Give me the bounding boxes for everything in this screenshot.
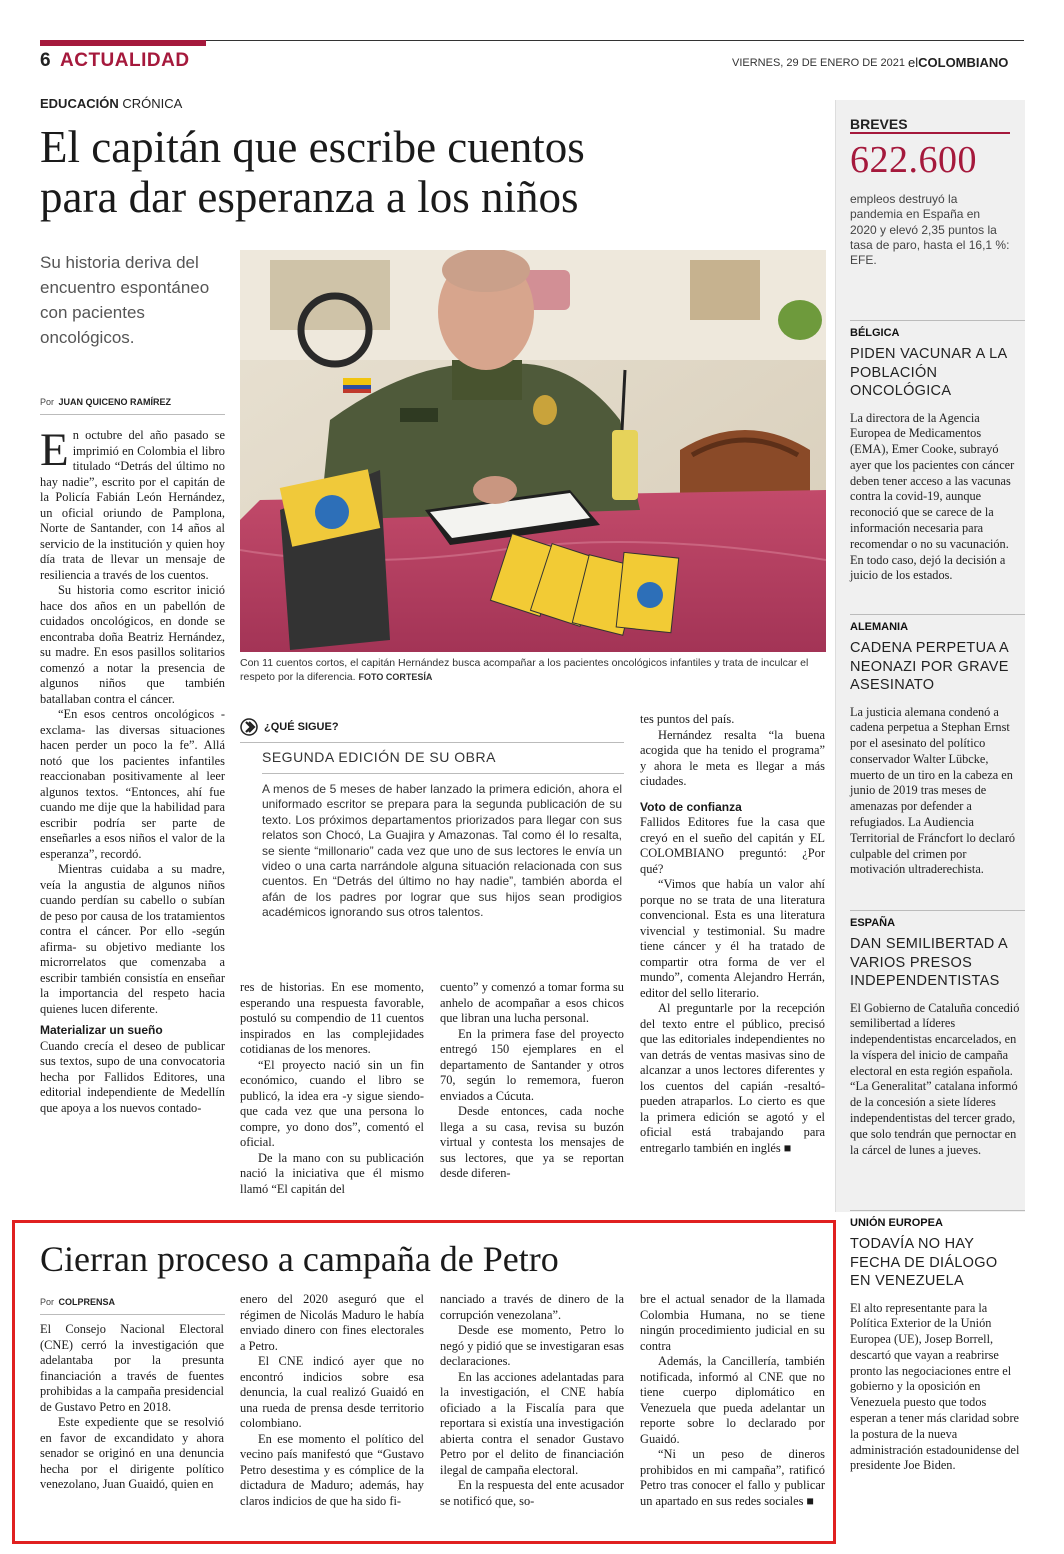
paragraph: “En esos centros oncológicos -exclama- las diversas situaciones hacen perder un poco la fe”. Allá notó que los pacientes infantiles reaccionaban positivamente al leer algunos textos. “Entonces, ahí fue cuando me dije que la habilidad para escribir podría ser parte de enseñarles a esos niños el valor de la esperanza”, recordó. <box>40 707 225 861</box>
article2-column-2 <box>240 1292 424 1509</box>
caption-text: Con 11 cuentos cortos, el capitán Hernández busca acompañar a los pacientes oncológicos infantiles y trata de inculcar el respeto por la diferencia. <box>240 657 809 683</box>
brand-logo <box>908 55 1008 70</box>
paragraph: Al preguntarle por la recepción del texto entre el público, precisó que las editoriales independientes no van detrás de ventas masivas sino de alcanzar a unos lectores diferentes y los cuentos del capián -resaltó- pueden atraparlos. Lo cierto es que la primera edición se agotó y el oficial está trabajando para entregarlo también en inglés ■ <box>640 1001 825 1155</box>
brief-headline: DAN SEMILIBERTAD A VARIOS PRESOS INDEPENDENTISTAS <box>850 936 1008 989</box>
que-sigue-title: SEGUNDA EDICIÓN DE SU OBRA <box>262 749 496 765</box>
kicker-section: EDUCACIÓN <box>40 96 119 111</box>
subheading: Voto de confianza <box>640 799 742 814</box>
photo-credit: FOTO CORTESÍA <box>358 672 433 682</box>
section-accent-bar <box>40 40 206 46</box>
paragraph: nanciado a través de dinero de la corrupción venezolana”. <box>440 1292 624 1322</box>
byline-name: JUAN QUICENO RAMÍREZ <box>58 397 171 407</box>
paragraph: Este expediente que se resolvió en favor de excandidato y ahora senador se originó en una denuncia hecha por el dirigente político venezolano, Juan Guaidó, quien en <box>40 1415 224 1491</box>
article2-byline <box>40 1292 225 1315</box>
brief-headline: CADENA PERPETUA A NEONAZI POR GRAVE ASESINATO <box>850 640 1009 693</box>
que-sigue-header <box>240 718 624 736</box>
paragraph: “El proyecto nació sin un fin económico, cuando el libro se publicó, la idea era -y sigue siendo- que cada vez que una persona lo compre, yo dono dos”, comentó el oficial. <box>240 1057 424 1149</box>
article2-column-3 <box>440 1292 624 1509</box>
breves-big-number: 622.600 <box>850 139 977 181</box>
byline-rule <box>40 414 225 415</box>
brief-country: ALEMANIA <box>850 621 909 633</box>
que-sigue-label: ¿QUÉ SIGUE? <box>264 721 339 733</box>
article2-headline: Cierran proceso a campaña de Petro <box>40 1239 559 1279</box>
paragraph: Su historia como escritor inició hace dos años en un pabellón de cuidados oncológicos, en donde se encontraba doña Beatriz Hernández, su madre. En esos pasillos solitarios comenzó a notar la presencia de algunos niños que también batallaban contra el cáncer. <box>40 583 225 706</box>
article-column-4 <box>640 712 825 1156</box>
headline-line-2: para dar esperanza a los niños <box>40 172 579 222</box>
paragraph-text: n octubre del año pasado se imprimió en Colombia el libro titulado “Detrás del último no hay nadie”, escrito por el capitán de la Policía Fabián León Hernández, un oficial oriundo de Pamplona, Norte de Santander, con 14 años al servicio de la institución y quien hoy día trata de llevar un mensaje de resiliencia a través de los cuentos. <box>40 428 225 582</box>
brief-rule <box>850 614 1025 615</box>
brief-country: BÉLGICA <box>850 327 900 339</box>
paragraph: “Vimos que había un valor ahí porque no se trata de una literatura convencional. Esta es una literatura vivencial y testimonial. Su madre tiene cáncer y él ha tratado de compartir otra forma de ver el mundo”, comenta Alejandro Herrán, editor del sello literario. <box>640 877 825 1000</box>
paragraph: El CNE indicó ayer que no encontró indicios sobre esa denuncia, la cual realizó Guaidó en una rueda de prensa desde territorio colombiano. <box>240 1354 424 1430</box>
paragraph: Mientras cuidaba a su madre, veía la angustia de algunos niños cuando perdían su cabello o subían de peso por causa de los tratamientos contra el cáncer. Por ello -según afirma- su objetivo mediante los microrrelatos que comenzaba a escribir también consistía en enseñar la importancia del respeto hacia quienes lucen diferente. <box>40 862 225 1016</box>
paragraph: En la respuesta del ente acusador se notificó que, so- <box>440 1478 624 1508</box>
article-headline <box>40 122 780 222</box>
breves-title: BREVES <box>850 116 908 132</box>
paragraph: En la primera fase del proyecto entregó 150 ejemplares en el departamento de Santander y otros 70, según lo rememora, fueron enviados a Cúcuta. <box>440 1026 624 1103</box>
drop-cap: E <box>40 424 69 476</box>
captain-photo-illustration <box>240 250 826 652</box>
brief-country: ESPAÑA <box>850 917 896 929</box>
brief-item-espana <box>850 910 1022 1158</box>
article2-column-4 <box>640 1292 825 1509</box>
paragraph: tes puntos del país. <box>640 712 735 726</box>
brief-item-alemania <box>850 614 1022 878</box>
paragraph: El Consejo Nacional Electoral (CNE) cerró la investigación que adelantaba por la presunta financiación a través de fuentes prohibidas a la campaña presidencial de Gustavo Petro en 2018. <box>40 1322 224 1414</box>
photo-caption <box>240 656 826 684</box>
byline-prefix: Por <box>40 1297 55 1307</box>
paragraph <box>40 424 225 583</box>
breves-accent-bar <box>850 132 1010 134</box>
paragraph: Desde ese momento, Petro lo negó y pidió que se investigaran esas declaraciones. <box>440 1323 624 1368</box>
forward-arrow-icon <box>240 718 258 736</box>
brief-headline: TODAVÍA NO HAY FECHA DE DIÁLOGO EN VENEZUELA <box>850 1236 998 1289</box>
paragraph: “Ni un peso de dineros prohibidos en mi campaña”, ratificó Petro tras conocer el fallo y publicar un apartado en sus redes sociales ■ <box>640 1447 825 1508</box>
headline-line-1: El capitán que escribe cuentos <box>40 122 585 172</box>
brief-body: La directora de la Agencia Europea de Medicamentos (EMA), Emer Cooke, subrayó ayer que los pacientes con cáncer deben tener acceso a las vacunas contra la covid-19, aunque reconoció que se carece de la información necesaria para recomendar o no su vacunación. En todo caso, dejó la decisión a juicio de los estados. <box>850 410 1015 583</box>
byline-prefix: Por <box>40 397 55 407</box>
paragraph: Fallidos Editores fue la casa que creyó en el sueño del capitán y EL COLOMBIANO preguntó: ¿Por qué? <box>640 815 825 876</box>
issue-date: VIERNES, 29 DE ENERO DE 2021 <box>732 57 906 69</box>
subheading: Materializar un sueño <box>40 1023 163 1037</box>
article2-column-1 <box>40 1322 224 1493</box>
paragraph: En las acciones adelantadas para la investigación, el CNE había oficiado a la Fiscalía para que reportara si existía una investigación abierta contra el senador Gustavo Petro por el delito de financiación ilegal de campaña electoral. <box>440 1369 624 1477</box>
brief-rule <box>850 320 1025 321</box>
brand-prefix: el <box>908 55 919 70</box>
byline-name: COLPRENSA <box>58 1297 115 1307</box>
que-sigue-body: A menos de 5 meses de haber lanzado la primera edición, ahora el uniformado escritor se prepara para la segunda publicación de su texto. Los próximos departamentos priorizados para llegar con sus relatos son Chocó, La Guajira y Amazonas. Tal como él lo resalta, se siente “millonario” cada vez que uno de sus lectores le envía un video o una carta narrándole alguna situación relacionada con sus cuentos. En “Detrás del último no hay nadie”, también aborda el afán de los padres por lograr que sus hijos sean prodigios académicos ignorando sus otros talentos. <box>262 782 622 920</box>
paragraph: enero del 2020 aseguró que el régimen de Nicolás Maduro le había enviado dinero con fines electorales a Petro. <box>240 1292 424 1353</box>
brief-rule <box>850 910 1025 911</box>
byline-rule <box>40 1314 225 1315</box>
paragraph: Cuando crecía el deseo de publicar sus textos, supo de una convocatoria hecha por Fallidos Editores, una editorial independiente de Medellín que apoya a los nuevos contado- <box>40 1038 225 1115</box>
paragraph: Desde entonces, cada noche llega a su casa, revisa su buzón virtual y contesta los mensajes de sus lectores, que ya se reportan desde diferen- <box>440 1104 624 1180</box>
kicker-type: CRÓNICA <box>122 96 183 111</box>
brief-country: UNIÓN EUROPEA <box>850 1217 943 1229</box>
brief-rule <box>850 1210 1025 1211</box>
brief-item-union-europea <box>850 1210 1022 1474</box>
article-kicker <box>40 96 182 111</box>
brief-headline: PIDEN VACUNAR A LA POBLACIÓN ONCOLÓGICA <box>850 346 1007 399</box>
paragraph: De la mano con su publicación nació la iniciativa que él mismo llamó “El capitán del <box>240 1150 424 1196</box>
brand-name: COLOMBIANO <box>918 55 1009 70</box>
article-photo <box>240 250 826 652</box>
box-rule <box>262 773 624 774</box>
page-number: 6 <box>40 50 51 71</box>
paragraph: Además, la Cancillería, también notificada, informó al CNE que no tiene cuerpo diplomático en Venezuela que pueda adelantar un reporte sobre lo declarado por Guaidó. <box>640 1354 825 1446</box>
brief-body: La justicia alemana condenó a cadena perpetua a Stephan Ernst por el asesinato del político conservador Walter Lübcke, muerto de un tiro en la cabeza en junio de 2019 tras meses de amenazas por defender a refugiados. La Audiencia Territorial de Fráncfort lo declaró culpable del crimen por motivación ultraderechista. <box>850 704 1016 877</box>
article-column-3 <box>440 980 624 1182</box>
paragraph: En ese momento el político del vecino país manifestó que “Gustavo Petro desestima y es cómplice de la dictadura de Maduro; además, hay claros indicios de que ha sido fi- <box>240 1431 424 1508</box>
paragraph: res de historias. En ese momento, esperando una respuesta favorable, postuló su compendio de 11 cuentos inspirados en las complejidades cotidianas de los menores. <box>240 980 424 1056</box>
article-deck: Su historia deriva del encuentro espontáneo con pacientes oncológicos. <box>40 253 210 347</box>
paragraph: Hernández resalta “la buena acogida que ha tenido el programa” y ahora le meta es llegar a más ciudades. <box>640 727 825 788</box>
que-sigue-box <box>240 718 624 958</box>
brief-body: El alto representante para la Política Exterior de la Unión Europea (UE), Josep Borrell, descartó que vayan a reabrirse pronto las negociaciones entre el gobierno y la oposición en Venezuela puesto que todos esperan a tener más claridad sobre la postura de la nueva administración estadounidense del presidente Joe Biden. <box>850 1300 1020 1473</box>
section-name: ACTUALIDAD <box>60 50 190 71</box>
article-column-1 <box>40 424 225 1116</box>
brief-item-belgica <box>850 320 1022 584</box>
paragraph: cuento” y comenzó a tomar forma su anhelo de acompañar a esos chicos que libran una lucha personal. <box>440 980 624 1025</box>
article-byline <box>40 392 225 415</box>
article-column-2 <box>240 980 424 1197</box>
breves-lead: empleos destruyó la pandemia en España en 2020 y elevó 2,35 puntos la tasa de paro, hasta el 16,1 %: EFE. <box>850 192 1010 268</box>
brief-body: El Gobierno de Cataluña concedió semilibertad a líderes independentistas encarcelados, en la víspera del inicio de campaña electoral en esta región española. “La Generalitat” catalana informó de la concesión a siete líderes independentistas del tercer grado, que solo tendrán que pernoctar en la cárcel de lunes a jueves. <box>850 1000 1020 1157</box>
paragraph: bre el actual senador de la llamada Colombia Humana, no se tiene ningún procedimiento judicial en su contra <box>640 1292 825 1353</box>
box-rule <box>240 742 624 743</box>
